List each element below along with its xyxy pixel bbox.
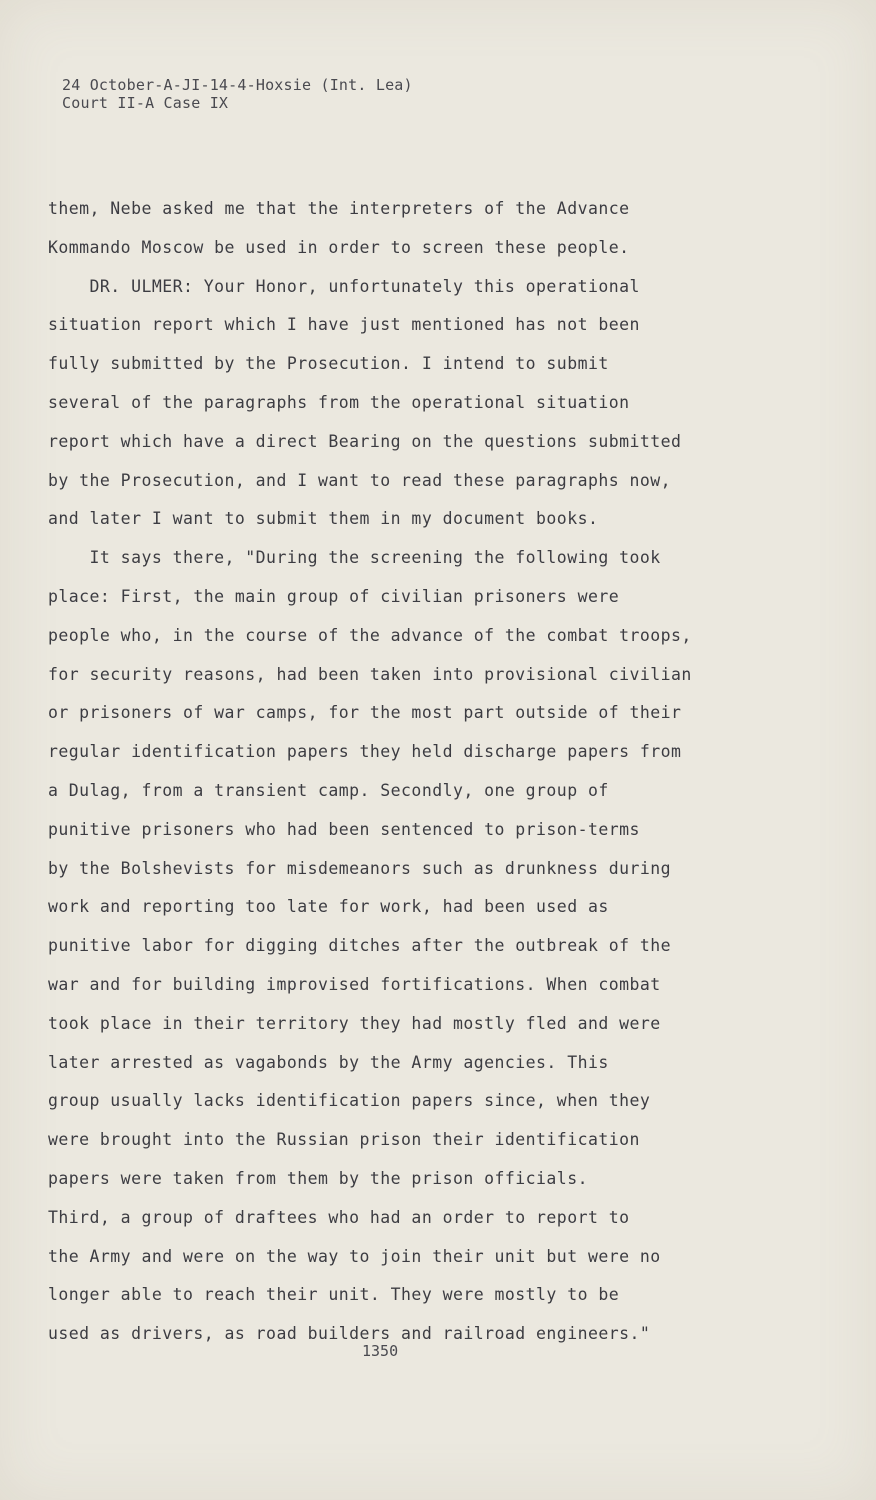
text-line: war and for building improvised fortifications. When combat	[48, 974, 661, 994]
text-line: Kommando Moscow be used in order to screen these people.	[48, 237, 630, 257]
text-line: situation report which I have just mentioned has not been	[48, 315, 640, 335]
text-line: Third, a group of draftees who had an order to report to	[48, 1207, 630, 1227]
text-line: or prisoners of war camps, for the most part outside of their	[48, 703, 682, 723]
text-line: report which have a direct Bearing on the questions submitted	[48, 431, 682, 451]
text-line: by the Prosecution, and I want to read these paragraphs now,	[48, 470, 672, 490]
text-line: people who, in the course of the advance of the combat troops,	[48, 625, 692, 645]
text-line: punitive prisoners who had been sentenced to prison-terms	[48, 819, 640, 839]
text-line: and later I want to submit them in my document books.	[48, 509, 599, 529]
document-header	[62, 76, 413, 112]
text-line: the Army and were on the way to join their unit but were no	[48, 1246, 661, 1266]
text-line: work and reporting too late for work, had been used as	[48, 897, 609, 917]
text-line: a Dulag, from a transient camp. Secondly, one group of	[48, 780, 609, 800]
text-line: for security reasons, had been taken into provisional civilian	[48, 664, 692, 684]
text-line: later arrested as vagabonds by the Army agencies. This	[48, 1052, 609, 1072]
text-line: papers were taken from them by the prison officials.	[48, 1168, 588, 1188]
text-line: punitive labor for digging ditches after the outbreak of the	[48, 936, 672, 956]
text-line: took place in their territory they had mostly fled and were	[48, 1013, 661, 1033]
text-line: group usually lacks identification papers since, when they	[48, 1091, 651, 1111]
text-line: fully submitted by the Prosecution. I intend to submit	[48, 354, 609, 374]
header-line-2: Court II-A Case IX	[62, 94, 229, 112]
text-line: by the Bolshevists for misdemeanors such as drunkness during	[48, 858, 672, 878]
text-line: place: First, the main group of civilian prisoners were	[48, 586, 620, 606]
header-line-1: 24 October-A-JI-14-4-Hoxsie (Int. Lea)	[62, 76, 413, 94]
text-line: longer able to reach their unit. They were mostly to be	[48, 1285, 620, 1305]
transcript-body	[48, 190, 828, 1354]
text-line: were brought into the Russian prison their identification	[48, 1130, 640, 1150]
text-line: DR. ULMER: Your Honor, unfortunately this operational	[48, 276, 640, 296]
text-line: several of the paragraphs from the operational situation	[48, 392, 630, 412]
text-line: It says there, "During the screening the following took	[48, 548, 661, 568]
page-number: 1350	[362, 1342, 399, 1360]
text-line: them, Nebe asked me that the interpreters of the Advance	[48, 199, 630, 218]
text-line: used as drivers, as road builders and railroad engineers."	[48, 1324, 651, 1344]
text-line: regular identification papers they held discharge papers from	[48, 742, 682, 762]
